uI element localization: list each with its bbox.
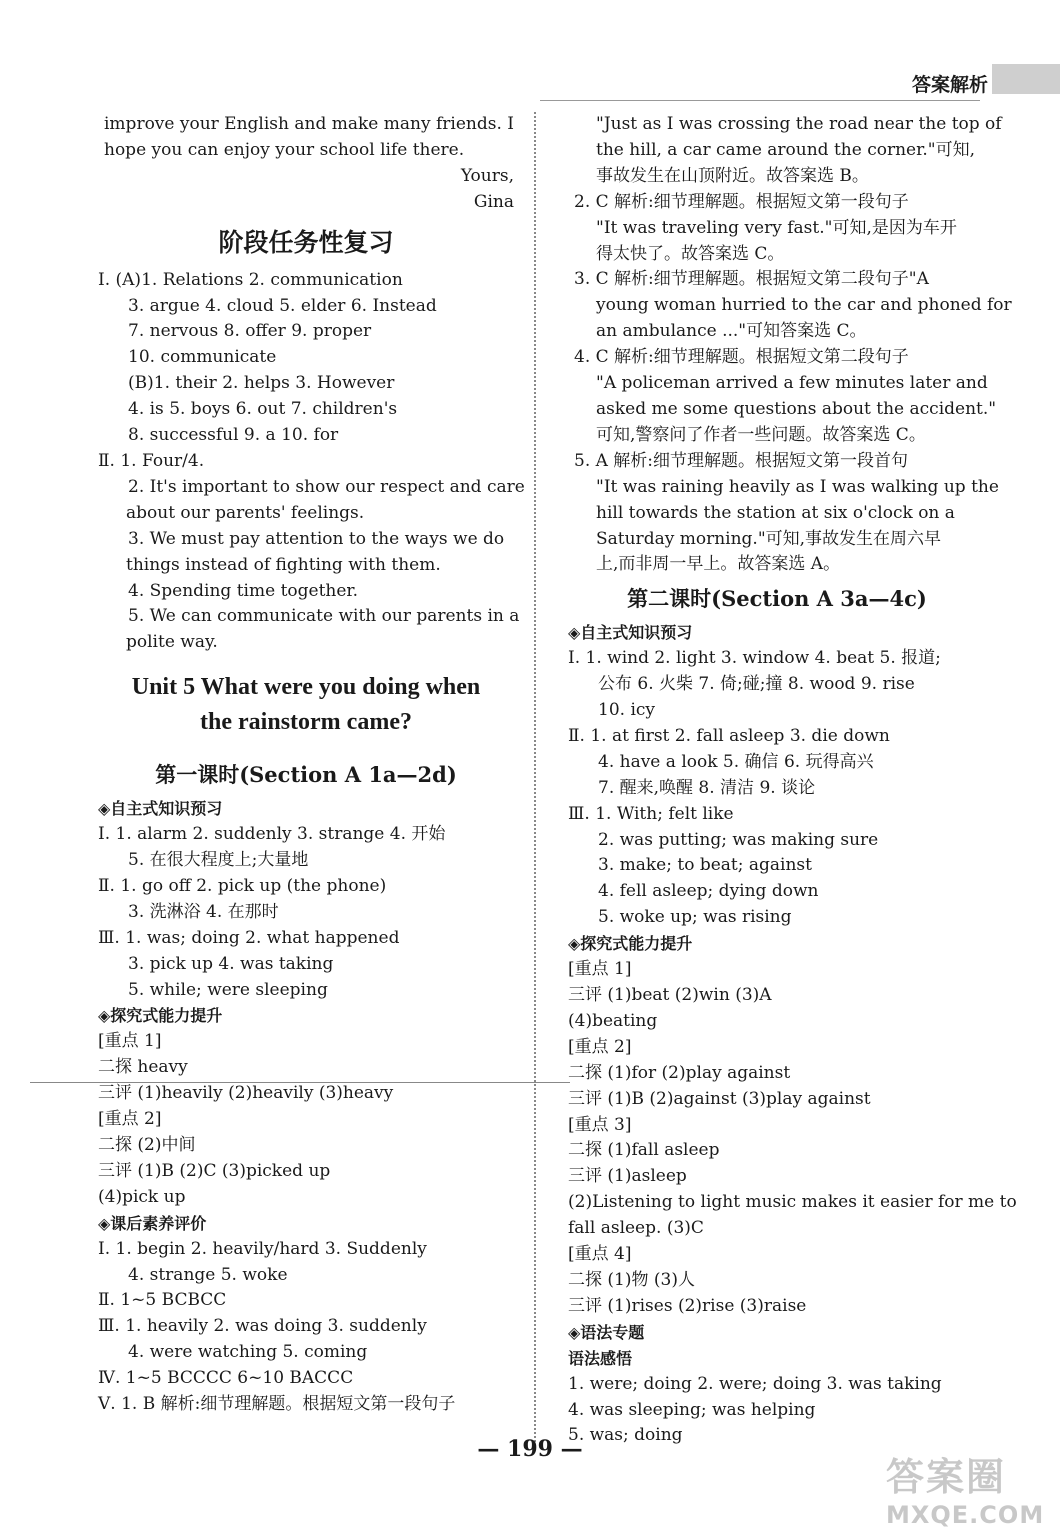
- right-line: (2)Listening to light music makes it easier for me to: [568, 1192, 1017, 1213]
- watermark-logo: [886, 1446, 1045, 1529]
- left-line: about our parents' feelings.: [126, 502, 365, 523]
- left-line: 4. is 5. boys 6. out 7. children's: [128, 399, 398, 420]
- left-line: 三评 (1)heavily (2)heavily (3)heavy: [98, 1083, 394, 1104]
- right-line: "It was raining heavily as I was walking up the: [596, 476, 999, 497]
- left-line: ◈课后素养评价: [98, 1213, 207, 1233]
- left-line: ◈探究式能力提升: [98, 1006, 223, 1026]
- right-column: [568, 112, 1017, 1449]
- right-line: 2. was putting; was making sure: [598, 829, 879, 850]
- left-line: 4. were watching 5. coming: [128, 1342, 368, 1363]
- right-line: 三评 (1)beat (2)win (3)A: [568, 985, 772, 1005]
- left-line: 3. argue 4. cloud 5. elder 6. Instead: [128, 295, 437, 316]
- right-line: Ⅱ. 1. at first 2. fall asleep 3. die down: [568, 725, 890, 746]
- left-line: (4)pick up: [98, 1186, 186, 1207]
- left-line: Ⅰ. 1. begin 2. heavily/hard 3. Suddenly: [98, 1238, 427, 1259]
- left-line: 三评 (1)B (2)C (3)picked up: [98, 1160, 331, 1181]
- left-line: Yours,: [460, 165, 514, 186]
- right-line: 4. fell asleep; dying down: [598, 881, 819, 902]
- right-line: 三评 (1)asleep: [568, 1166, 687, 1187]
- left-line: Ⅱ. 1. go off 2. pick up (the phone): [98, 875, 387, 896]
- left-line: [重点 2]: [98, 1109, 162, 1130]
- left-line: Unit 5 What were you doing when the rainstorm came?: [131, 674, 481, 736]
- right-line: Saturday morning."可知,事故发生在周六早: [596, 528, 942, 549]
- right-line: the hill, a car came around the corner."可知,: [596, 139, 975, 160]
- left-line: ◈自主式知识预习: [98, 799, 223, 819]
- left-line: Gina: [473, 191, 514, 212]
- right-line: 三评 (1)rises (2)rise (3)raise: [568, 1295, 807, 1316]
- left-line: 3. pick up 4. was taking: [128, 953, 334, 974]
- left-line: 二探 heavy: [98, 1057, 188, 1078]
- right-line: ◈语法专题: [568, 1322, 645, 1342]
- right-line: [重点 3]: [568, 1114, 632, 1135]
- right-line: 4. was sleeping; was helping: [568, 1399, 816, 1420]
- right-line: 10. icy: [598, 700, 656, 721]
- right-line: 上,而非周一早上。故答案选 A。: [596, 554, 841, 575]
- left-line: 8. successful 9. a 10. for: [128, 425, 339, 446]
- header-rule: [540, 100, 980, 101]
- right-line: asked me some questions about the accident.": [596, 398, 997, 419]
- left-line: 2. It's important to show our respect and care: [128, 476, 525, 497]
- right-line: young woman hurried to the car and phoned for: [596, 295, 1012, 316]
- right-line: 5. A 解析:细节理解题。根据短文第一段首句: [574, 450, 909, 471]
- right-line: 二探 (1)for (2)play against: [568, 1062, 791, 1083]
- left-line: Ⅴ. 1. B 解析:细节理解题。根据短文第一段句子: [98, 1394, 456, 1415]
- right-line: Ⅰ. 1. wind 2. light 3. window 4. beat 5. 报道;: [568, 648, 941, 669]
- left-line: 10. communicate: [128, 347, 277, 368]
- left-line: 5. while; were sleeping: [128, 979, 328, 1000]
- right-line: [重点 1]: [568, 959, 632, 980]
- right-line: ◈探究式能力提升: [568, 934, 693, 954]
- right-line: 事故发生在山顶附近。故答案选 B。: [596, 165, 869, 186]
- left-line: things instead of fighting with them.: [126, 554, 441, 575]
- right-line: 得太快了。故答案选 C。: [596, 243, 785, 264]
- right-line: 二探 (1)fall asleep: [568, 1140, 720, 1161]
- right-line: 2. C 解析:细节理解题。根据短文第一段句子: [574, 191, 909, 212]
- left-line: Ⅲ. 1. was; doing 2. what happened: [98, 927, 400, 948]
- right-line: hill towards the station at six o'clock on a: [596, 502, 955, 523]
- left-line: polite way.: [126, 632, 218, 653]
- page-number: — 199 —: [477, 1436, 583, 1462]
- right-line: 可知,警察问了作者一些问题。故答案选 C。: [596, 424, 926, 445]
- right-line: [重点 4]: [568, 1244, 632, 1265]
- column-divider: [534, 112, 536, 1442]
- left-line: 3. 洗淋浴 4. 在那时: [128, 901, 279, 922]
- left-line: Ⅱ. 1. Four/4.: [98, 450, 205, 471]
- right-line: 4. C 解析:细节理解题。根据短文第二段句子: [574, 347, 909, 368]
- right-line: an ambulance ..."可知答案选 C。: [596, 321, 867, 342]
- left-column: [98, 112, 525, 1418]
- left-line: Ⅱ. 1~5 BCBCC: [98, 1290, 227, 1311]
- right-line: 二探 (1)物 (3)人: [568, 1269, 695, 1290]
- left-line: hope you can enjoy your school life there.: [104, 139, 465, 160]
- left-line: Ⅰ. (A)1. Relations 2. communication: [98, 269, 403, 290]
- left-line: Ⅳ. 1~5 BCCCC 6~10 BACCC: [98, 1368, 354, 1389]
- header-tag: 答案解析: [911, 74, 988, 96]
- left-line: 4. strange 5. woke: [128, 1264, 288, 1285]
- right-line: "Just as I was crossing the road near the top of: [596, 114, 1002, 134]
- right-line: [重点 2]: [568, 1036, 632, 1057]
- right-line: (4)beating: [568, 1010, 658, 1031]
- right-line: 1. were; doing 2. were; doing 3. was taking: [568, 1373, 942, 1394]
- left-line: 7. nervous 8. offer 9. proper: [128, 321, 372, 342]
- right-line: 5. woke up; was rising: [598, 907, 792, 928]
- right-line: 7. 醒来,唤醒 8. 清洁 9. 谈论: [598, 777, 816, 798]
- left-line: 3. We must pay attention to the ways we do: [128, 528, 505, 549]
- left-line: Ⅲ. 1. heavily 2. was doing 3. suddenly: [98, 1316, 427, 1337]
- right-line: "It was traveling very fast."可知,是因为车开: [596, 217, 957, 238]
- left-line: 5. 在很大程度上;大量地: [128, 850, 309, 871]
- right-line: Ⅲ. 1. With; felt like: [568, 803, 734, 824]
- right-line: 5. was; doing: [568, 1425, 683, 1446]
- right-line: 第二课时(Section A 3a—4c): [627, 586, 927, 612]
- left-line: 4. Spending time together.: [128, 580, 359, 601]
- right-line: 3. C 解析:细节理解题。根据短文第二段句子"A: [574, 269, 929, 290]
- left-line: 5. We can communicate with our parents in a: [128, 606, 520, 627]
- right-line: 三评 (1)B (2)against (3)play against: [568, 1088, 871, 1109]
- right-line: 4. have a look 5. 确信 6. 玩得高兴: [598, 751, 874, 772]
- right-line: fall asleep. (3)C: [568, 1218, 704, 1239]
- left-line: improve your English and make many friends. I: [104, 114, 514, 134]
- left-line: (B)1. their 2. helps 3. However: [128, 373, 395, 394]
- right-line: 语法感悟: [568, 1348, 633, 1368]
- left-line: [重点 1]: [98, 1031, 162, 1052]
- watermark-bottom: MXQE.COM: [886, 1501, 1045, 1529]
- right-line: ◈自主式知识预习: [568, 623, 693, 643]
- left-line: 第一课时(Section A 1a—2d): [155, 762, 457, 788]
- right-line: "A policeman arrived a few minutes later and: [596, 373, 988, 394]
- right-line: 3. make; to beat; against: [598, 855, 812, 876]
- left-line: 阶段任务性复习: [218, 227, 394, 257]
- header-bar: [992, 64, 1060, 94]
- watermark-top: 答案圈: [886, 1455, 1007, 1499]
- right-line: 公布 6. 火柴 7. 倚;碰;撞 8. wood 9. rise: [598, 674, 915, 695]
- left-line: 二探 (2)中间: [98, 1135, 196, 1155]
- left-line: Ⅰ. 1. alarm 2. suddenly 3. strange 4. 开始: [98, 824, 446, 845]
